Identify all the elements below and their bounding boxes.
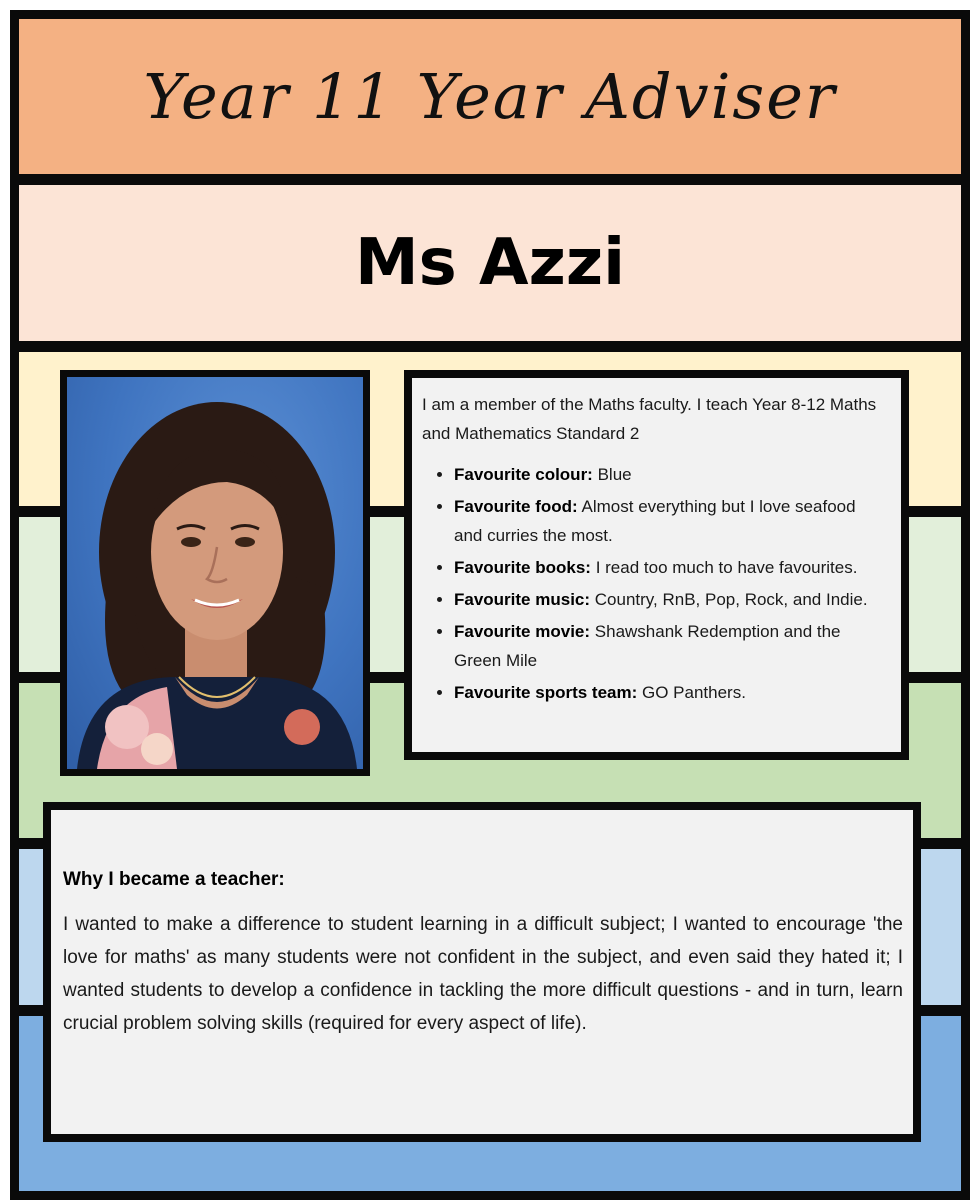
- favourite-label: Favourite food:: [454, 497, 578, 516]
- favourites-list: [422, 460, 887, 707]
- teacher-photo: [60, 370, 370, 776]
- list-item: [454, 678, 887, 707]
- list-item: [454, 585, 887, 614]
- why-heading: Why I became a teacher:: [63, 869, 285, 890]
- favourite-label: Favourite colour:: [454, 465, 593, 484]
- bio-panel: [404, 370, 909, 760]
- favourite-value: I read too much to have favourites.: [595, 558, 858, 577]
- teacher-name: Ms Azzi: [354, 226, 626, 300]
- favourite-label: Favourite books:: [454, 558, 591, 577]
- list-item: [454, 617, 887, 675]
- favourite-value: Almost everything but I love seafood and curries the most.: [454, 497, 856, 545]
- favourite-label: Favourite movie:: [454, 622, 591, 641]
- favourite-label: Favourite music:: [454, 590, 591, 609]
- portrait-illustration: [67, 377, 363, 769]
- favourite-value: Blue: [597, 465, 632, 484]
- poster-title: Year 11 Year Adviser: [143, 60, 837, 133]
- list-item: [454, 553, 887, 582]
- favourite-value: Shawshank Redemption and the Green Mile: [454, 622, 841, 670]
- poster-frame: [10, 10, 970, 1200]
- favourite-label: Favourite sports team:: [454, 683, 638, 702]
- why-body: I wanted to make a difference to student learning in a difficult subject; I wanted to encourage 'the love for maths' as many students were not confident in the subject, and even said they hated it; I wanted students to develop a confidence in tackling the more difficult questions - and in turn, learn crucial problem solving skills (required for every aspect of life).: [63, 914, 903, 1034]
- bio-intro: I am a member of the Maths faculty. I teach Year 8-12 Maths and Mathematics Standard 2: [422, 395, 877, 443]
- why-teacher-panel: [43, 802, 921, 1142]
- favourite-value: Country, RnB, Pop, Rock, and Indie.: [594, 590, 868, 609]
- favourite-value: GO Panthers.: [642, 683, 746, 702]
- list-item: [454, 460, 887, 489]
- list-item: [454, 492, 887, 550]
